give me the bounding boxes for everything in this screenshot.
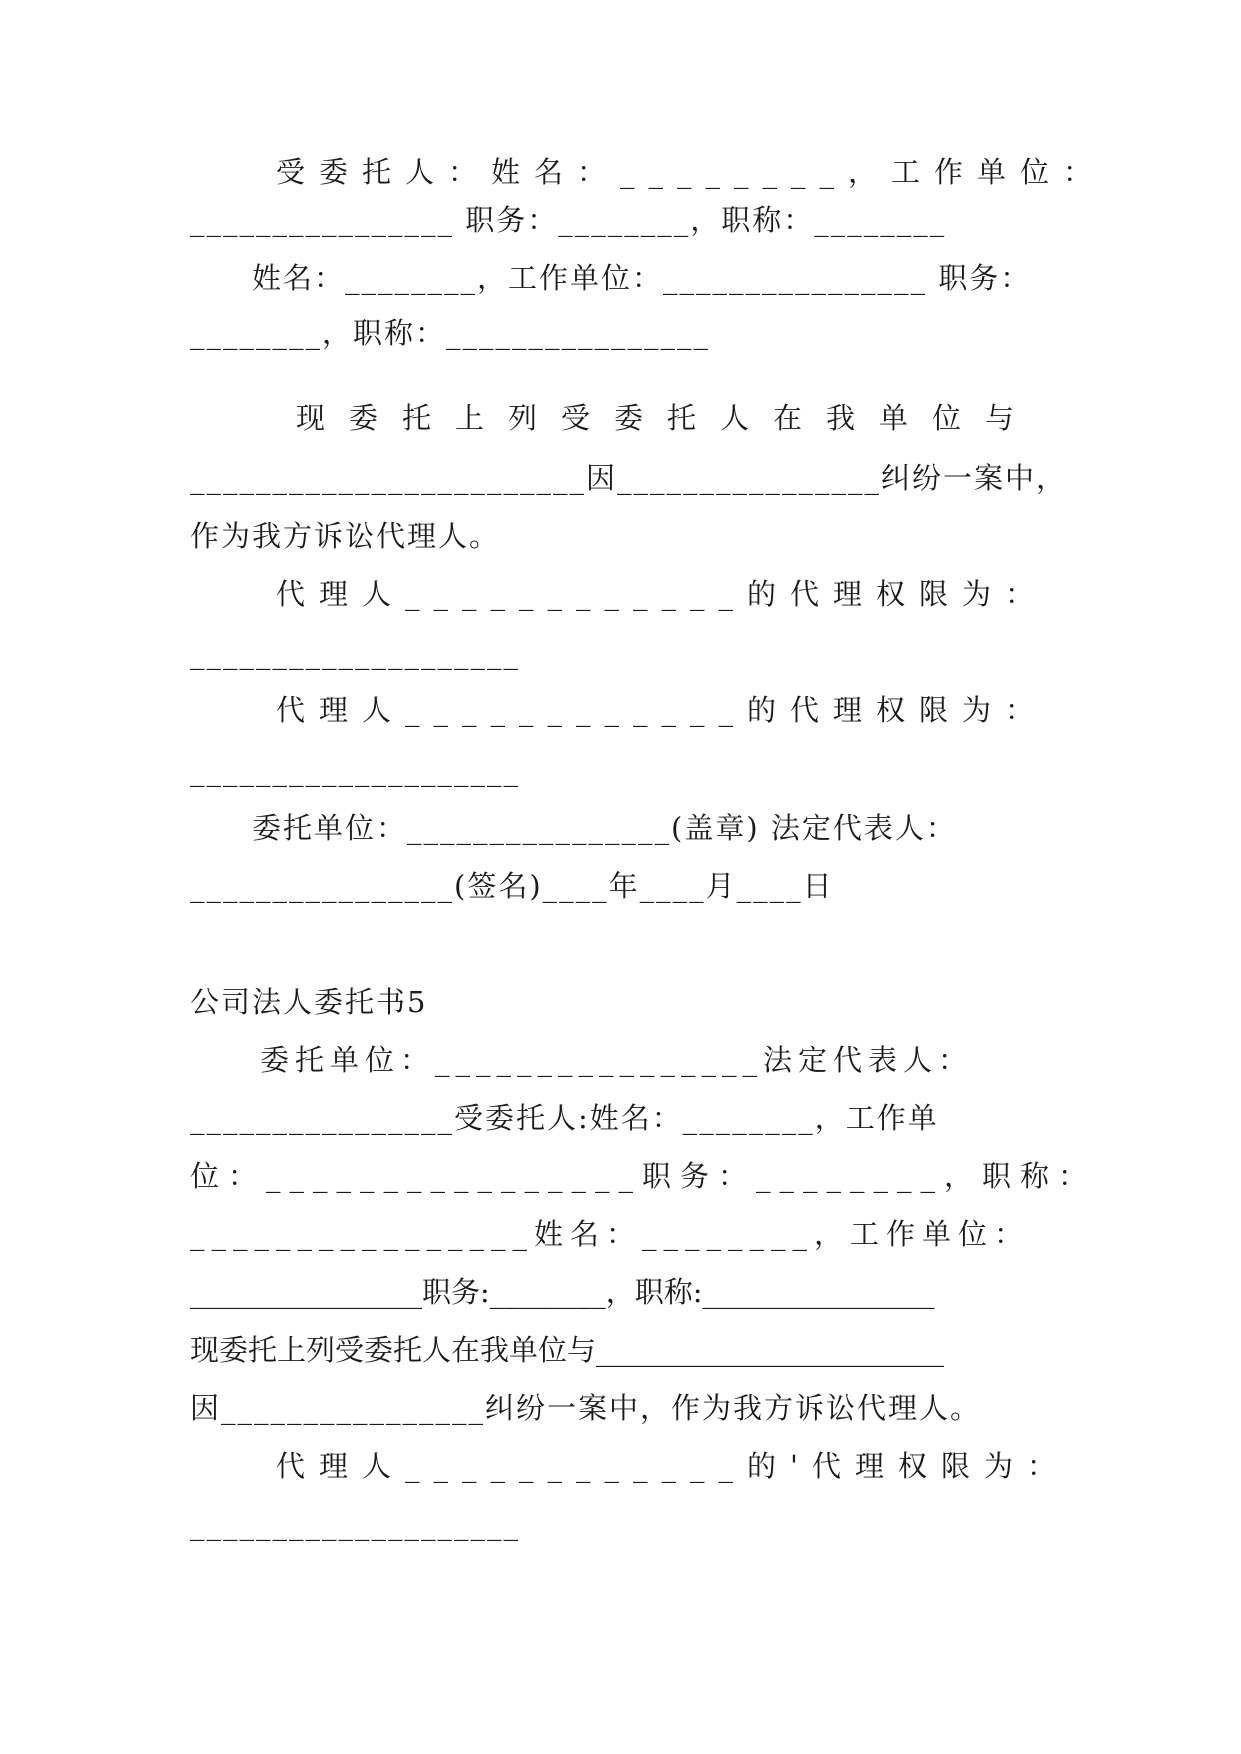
text-line: ________________姓名：________，工作单位：: [190, 1217, 1031, 1251]
text-line: 代理人____________的'代理权限为：: [190, 1449, 1070, 1483]
text-line: 委托单位：________________(盖章) 法定代表人：: [190, 811, 957, 845]
text-line: 现委托上列受委托人在我单位与________________________: [190, 1333, 945, 1367]
text-line: 姓名：________，工作单位：________________ 职务：: [190, 261, 1032, 295]
text-line: ________，职称：________________: [190, 316, 711, 350]
text-line: ____________________: [190, 1507, 520, 1541]
text-line: ________________________因________________纠纷一案中，: [190, 461, 1068, 495]
text-line: ____________________: [190, 753, 520, 787]
section-title: 公司法人委托书5: [190, 985, 428, 1019]
text-line: 现委托上列受委托人在我单位与: [190, 401, 1039, 435]
text-line: ____________________: [190, 636, 520, 670]
text-line: 作为我方诉讼代理人。: [190, 519, 501, 553]
text-line: ________________职务:________，职称:________________: [190, 1275, 935, 1309]
text-line: ________________受委托人:姓名：________，工作单: [190, 1101, 939, 1135]
text-line: 代理人____________的代理权限为：: [190, 577, 1049, 611]
text-line: 位：________________职务：________，职称：: [190, 1159, 1097, 1193]
text-line: 受委托人：姓名：________，工作单位：: [190, 155, 1107, 189]
text-line: 代理人____________的代理权限为：: [190, 693, 1049, 727]
text-line: ________________ 职务：________，职称：________: [190, 203, 947, 237]
text-line: 因________________纠纷一案中，作为我方诉讼代理人。: [190, 1391, 982, 1425]
text-line: ________________(签名)____年____月____日: [190, 869, 834, 903]
text-line: 委托单位：________________法定代表人：: [190, 1043, 974, 1077]
